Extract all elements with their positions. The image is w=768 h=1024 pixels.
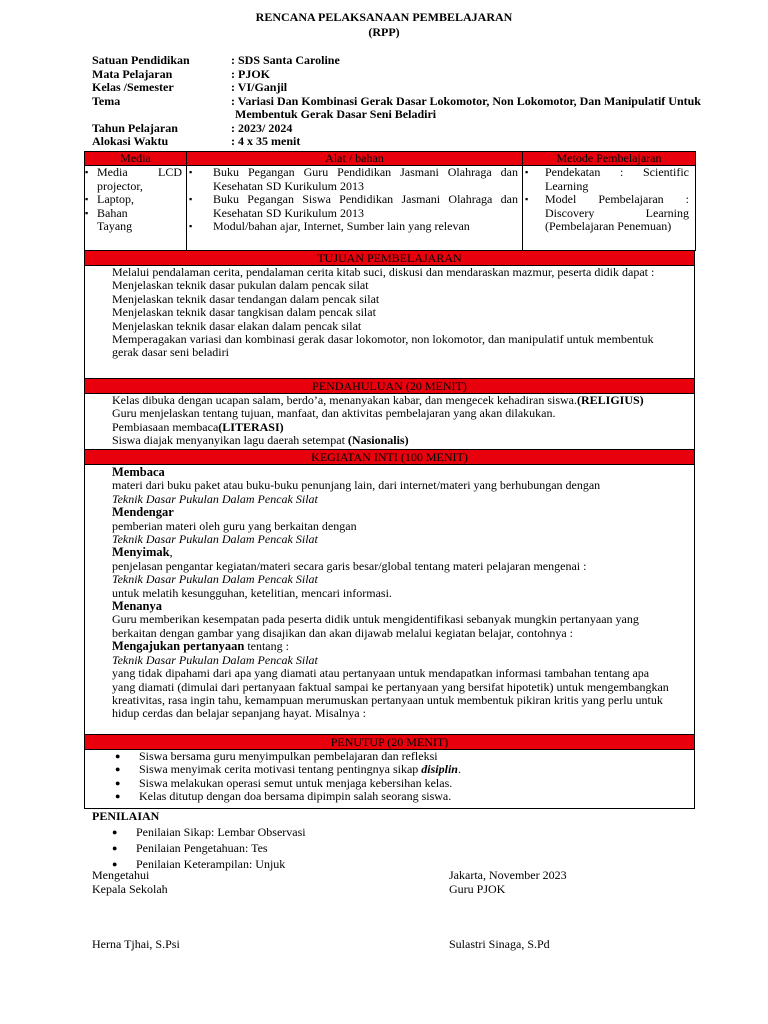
alat-header: Alat / bahan (187, 152, 523, 166)
info-row: Alokasi Waktu : 4 x 35 menit (92, 134, 301, 148)
list-item: ● Penilaian Keterampilan: Unjuk (112, 857, 286, 871)
list-item: ● Siswa menyimak cerita motivasi tentang pentingnya sikap disiplin. (115, 762, 461, 777)
list-item: ▪ Buku Pegangan Guru Pendidikan Jasmani Olahraga dan Kesehatan SD Kurikulum 2013 (189, 165, 518, 193)
pendahuluan-heading: PENDAHULUAN (20 MENIT) (84, 379, 695, 394)
list-item: ▪ Media LCD projector, (85, 165, 182, 193)
signature-left: Mengetahui Kepala Sekolah (92, 868, 168, 896)
media-table (84, 151, 696, 251)
tujuan-section: Melalui pendalaman cerita, pendalaman cerita kitab suci, diskusi dan mendaraskan mazmur, peserta didik dapat : Menjelaskan teknik dasar pukulan dalam pencak silat Menjelaskan teknik dasar tendangan dalam pencak silat Menjelaskan teknik dasar tangkisan dalam pencak silat Menjelaskan teknik dasar elakan dalam pencak silat Memperagakan variasi dan kombinasi gerak dasar lokomotor, non lokomotor, dan manipulatif untuk membentuk gerak dasar seni beladiri (84, 266, 695, 379)
penutup-section (84, 750, 695, 809)
list-item: ▪ Modul/bahan ajar, Internet, Sumber lain yang relevan (189, 219, 470, 233)
info-row: Mata Pelajaran : PJOK (92, 66, 270, 81)
info-row: Kelas /Semester : VI/Ganjil (92, 80, 288, 94)
list-item: ● Siswa melakukan operasi semut untuk menjaga kebersihan kelas. (115, 775, 453, 790)
list-item: ● Penilaian Pengetahuan: Tes (112, 841, 268, 855)
list-item: ▪ Model Pembelajaran : Discovery Learning (Pembelajaran Penemuan) (525, 192, 689, 233)
list-item: ▪ Bahan Tayang (85, 205, 133, 233)
info-row: Satuan Pendidikan : SDS Santa Caroline (92, 53, 340, 67)
metode-header: Metode Pembelajaran (523, 152, 696, 166)
list-item: ● Kelas ditutup dengan doa bersama dipimpin salah seorang siswa. (115, 789, 452, 804)
pendahuluan-section: Kelas dibuka dengan ucapan salam, berdo’a, menanyakan kabar, dan mengecek kehadiran siswa.(RELIGIUS) Guru menjelaskan tentang tujuan, manfaat, dan aktivitas pembelajaran yang akan dilakukan. Pembiasaan membaca(LITERASI) Siswa diajak menyanyikan lagu daerah setempat (Nasionalis) (84, 394, 695, 450)
identity-block (92, 54, 732, 149)
inti-section: Membaca materi dari buku paket atau buku-buku penunjang lain, dari internet/materi yang berhubungan dengan Teknik Dasar Pukulan Dalam Pencak Silat Mendengar pemberian materi oleh guru yang berkaitan dengan Teknik Dasar Pukulan Dalam Pencak Silat Menyimak, penjelasan pengantar kegiatan/materi secara garis besar/global tentang materi pelajaran mengenai : Teknik Dasar Pukulan Dalam Pencak Silat untuk melatih kesungguhan, ketelitian, mencari informasi. Menanya Guru memberikan kesempatan pada peserta didik untuk mengidentifikasi sebanyak mungkin pertanyaan yang berkaitan dengan gambar yang disajikan dan akan dijawab melalui kegiatan belajar, contohnya : Mengajukan pertanyaan tentang : Teknik Dasar Pukulan Dalam Pencak Silat yang tidak dipahami dari apa yang diamati atau pertanyaan untuk mendapatkan informasi tambahan tentang apa yang diamati (dimulai dari pertanyaan faktual sampai ke pertanyaan yang bersifat hipotetik) untuk mengembangkan kreativitas, rasa ingin tahu, kemampuan merumuskan pertanyaan untuk membentuk pikiran kritis yang perlu untuk hidup cerdas dan belajar sepanjang hayat. Misalnya : (84, 465, 695, 735)
lesson-plan-grid (84, 151, 695, 809)
media-header: Media (85, 152, 187, 166)
list-item: ● Siswa bersama guru menyimpulkan pembelajaran dan refleksi (115, 749, 438, 763)
list-item: ▪ Pendekatan : Scientific Learning (525, 165, 689, 193)
list-item: ▪ Buku Pegangan Siswa Pendidikan Jasmani Olahraga dan Kesehatan SD Kurikulum 2013 (189, 192, 518, 220)
penilaian-section: PENILAIAN ● Penilaian Sikap: Lembar Observasi ● Penilaian Pengetahuan: Tes ● Penilaian Keterampilan: Unjuk (92, 809, 306, 871)
inti-heading: KEGIATAN INTI (100 MENIT) (84, 450, 695, 465)
signature-right-name: Sulastri Sinaga, S.Pd (449, 937, 550, 951)
doc-subtitle: (RPP) (368, 25, 400, 39)
signature-left-name: Herna Tjhai, S.Psi (92, 937, 180, 951)
tujuan-heading: TUJUAN PEMBELAJARAN (84, 251, 695, 266)
info-row: Tahun Pelajaran : 2023/ 2024 (92, 120, 293, 135)
penutup-heading: PENUTUP (20 MENIT) (84, 735, 695, 750)
list-item: ▪ Laptop, (85, 192, 134, 206)
list-item: ● Penilaian Sikap: Lembar Observasi (112, 825, 306, 839)
signature-right: Jakarta, November 2023 Guru PJOK (449, 868, 567, 896)
doc-title: RENCANA PELAKSANAAN PEMBELAJARAN (255, 10, 513, 24)
info-row: Tema : Variasi Dan Kombinasi Gerak Dasar Lokomotor, Non Lokomotor, Dan Manipulatif Untuk Membentuk Gerak Dasar Seni Beladiri (92, 93, 701, 121)
